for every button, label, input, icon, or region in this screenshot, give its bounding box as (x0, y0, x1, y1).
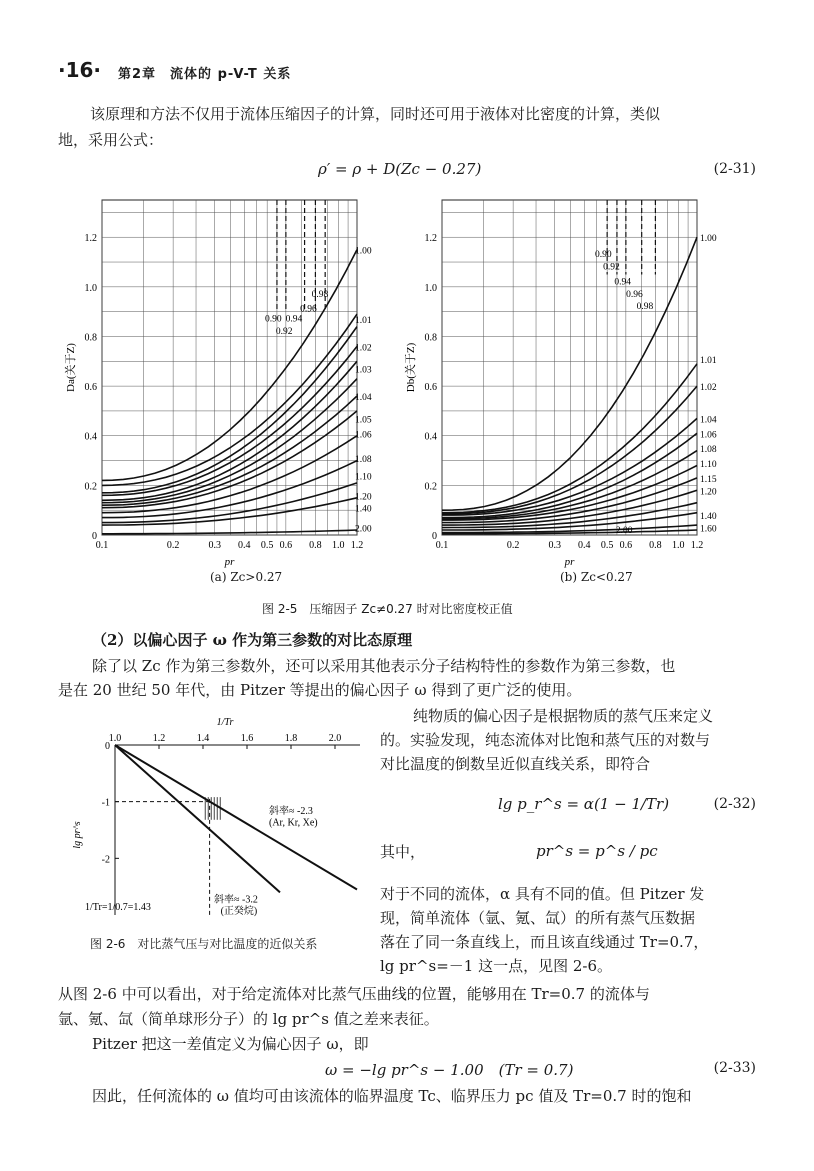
panel-a-curve-label: 2.00 (355, 524, 372, 535)
panel-b-y-tick: 0.8 (424, 332, 437, 344)
fig26-line1-sub: (Ar, Kr, Xe) (269, 817, 318, 829)
panel-b-curve-label: 1.00 (700, 234, 717, 245)
fig26-line1-label: 斜率≈ -2.3 (269, 806, 313, 818)
figure-2-5b-label: (b) Zc<0.27 (560, 570, 633, 584)
para1-line-2: 是在 20 世纪 50 年代，由 Pitzer 等提出的偏心因子 ω 得到了更广泛的使用。 (58, 681, 582, 699)
fig26-x-tick: 1.0 (108, 733, 122, 744)
para2-line-1: 从图 2-6 中可以看出，对于给定流体对比蒸气压曲线的位置，能够用在 Tr=0.7 的流体与 (58, 985, 650, 1003)
fig26-y-tick: -2 (101, 854, 110, 866)
para2-line-3: Pitzer 把这一差值定义为偏心因子 ω，即 (92, 1035, 369, 1053)
panel-a-curve-label: 1.02 (355, 343, 372, 354)
panel-a-curve-label: 0.92 (275, 327, 293, 337)
panel-b-curve-label: 2.00 (615, 526, 633, 536)
fig26-ylabel: lg pr^s (72, 821, 83, 849)
fig26-y-tick: -1 (101, 797, 110, 809)
panel-b-curve (442, 418, 697, 515)
panel-b-curve-label: 1.04 (700, 415, 717, 426)
panel-b-curve-label: 1.40 (700, 512, 717, 523)
equation-2-31: ρ′ = ρ + D(Zc − 0.27) (318, 160, 482, 178)
panel-b-y-tick: 0 (432, 531, 437, 542)
panel-a-curve-label: 1.20 (355, 492, 372, 503)
panel-b-y-tick: 1.0 (424, 282, 437, 294)
fig26-x-tick: 1.4 (196, 733, 210, 744)
figure-2-6-caption: 图 2-6 对比蒸气压与对比温度的近似关系 (90, 937, 318, 951)
panel-a-curve-label: 1.00 (355, 246, 372, 257)
equation-number-2-33: (2-33) (713, 1060, 756, 1076)
figure-2-6 (60, 705, 380, 935)
panel-b-curve (442, 237, 697, 510)
panel-a-y-tick: 1.2 (84, 233, 97, 245)
panel-b-curve-label: 0.92 (603, 262, 620, 273)
panel-a-curve (102, 327, 357, 493)
panel-a-x-tick: 0.8 (309, 540, 322, 551)
fig26-axis-label: 1/Tr (216, 717, 234, 728)
para3-line-1: 因此，任何流体的 ω 值均可由该流体的临界温度 Tc、临界压力 pc 值及 Tr=0.7 时的饱和 (92, 1087, 692, 1105)
fig26-line2-label: 斜率≈ -3.2 (214, 894, 258, 906)
panel-a-frame (102, 200, 357, 535)
page-number: ·16· (58, 58, 102, 82)
panel-b-y-tick: 0.4 (424, 431, 437, 443)
panel-a-curve-label: 1.04 (355, 393, 372, 404)
panel-b-curve-label: 1.60 (700, 524, 717, 535)
fig26-y-tick: 0 (105, 741, 110, 752)
right-line-1: 纯物质的偏心因子是根据物质的蒸气压来定义 (413, 707, 714, 725)
pr-definition: pr^s = p^s / pc (536, 842, 658, 860)
panel-b-curve-label: 1.20 (700, 487, 717, 498)
panel-a-y-tick: 1.0 (84, 282, 97, 294)
fig26-x-tick: 1.8 (284, 733, 298, 744)
para1-line-1: 除了以 Zc 作为第三参数外，还可以采用其他表示分子结构特性的参数作为第三参数，也 (92, 657, 676, 675)
fig26-x-tick: 2.0 (328, 733, 342, 744)
intro-line-2: 地，采用公式： (58, 131, 164, 149)
panel-a-x-tick: 0.3 (208, 540, 221, 551)
panel-b-curve-label: 0.94 (614, 277, 632, 288)
figure-2-5 (60, 188, 760, 588)
panel-a-curve-label: 1.03 (355, 365, 372, 376)
panel-b-x-tick: 1.2 (690, 540, 704, 551)
panel-a-curve (102, 530, 357, 534)
panel-a-y-tick: 0.6 (84, 382, 97, 394)
panel-b-curve-label: 1.10 (700, 460, 717, 471)
panel-a-x-tick: 0.2 (166, 540, 180, 551)
para2-line-2: 氩、氪、氙（简单球形分子）的 lg pr^s 值之差来表征。 (58, 1010, 439, 1028)
where-label: 其中， (380, 843, 426, 861)
chapter-title: 第2章 流体的 p-V-T 关系 (118, 67, 292, 82)
panel-b-curve-label: 1.15 (700, 474, 717, 485)
right-line-4: 对于不同的流体，α 具有不同的值。但 Pitzer 发 (380, 885, 705, 903)
panel-a-y-tick: 0.4 (84, 431, 97, 443)
panel-a-curve-label: 1.06 (355, 430, 372, 441)
panel-a-curve (102, 396, 357, 505)
panel-b-x-tick: 0.6 (619, 540, 633, 551)
panel-b-curve-label: 1.08 (700, 445, 717, 456)
fig26-line-decane (115, 745, 280, 892)
fig26-marker-label: 1/Tr=1/0.7=1.43 (85, 902, 151, 913)
panel-b-curve-label: 1.06 (700, 430, 717, 441)
equation-2-33: ω = −lg pr^s − 1.00 (Tr = 0.7) (325, 1061, 574, 1079)
panel-b-x-tick: 0.5 (600, 540, 614, 551)
right-line-2: 的。实验发现，纯态流体对比饱和蒸气压的对数与 (380, 731, 711, 749)
panel-a-curve-label: 0.96 (300, 304, 317, 315)
panel-a-x-tick: 0.4 (238, 540, 251, 551)
panel-a-curve-label: 0.94 (285, 314, 303, 325)
right-line-6: 落在了同一条直线上，而且该直线通过 Tr=0.7， (380, 933, 709, 951)
right-line-5: 现，简单流体（氩、氪、氙）的所有蒸气压数据 (380, 909, 696, 927)
fig26-x-tick: 1.6 (240, 733, 254, 744)
panel-a-ylabel: Da(关于Z) (65, 343, 77, 392)
panel-b-curve-label: 0.96 (626, 289, 643, 300)
panel-a-x-tick: 0.5 (260, 540, 274, 551)
section-heading-omega: （2）以偏心因子 ω 作为第三参数的对比态原理 (92, 631, 413, 649)
panel-a-curve-label: 1.08 (355, 455, 372, 466)
right-line-7: lg pr^s=－1 这一点，见图 2-6。 (380, 957, 613, 975)
panel-a-curve-label: 1.10 (355, 472, 372, 483)
panel-a-curve (102, 346, 357, 495)
panel-a-y-tick: 0.8 (84, 332, 97, 344)
figure-2-5b-chart (404, 200, 717, 568)
panel-b-curve-label: 1.02 (700, 383, 717, 394)
panel-a-curve-label: 0.98 (311, 289, 329, 300)
fig26-line2-sub: (正癸烷) (220, 905, 258, 917)
figure-2-5-caption: 图 2-5 压缩因子 Zc≠0.27 时对比密度校正值 (262, 602, 513, 616)
panel-a-curve-label: 1.01 (355, 316, 372, 327)
panel-b-curve (442, 433, 697, 517)
equation-number-2-32: (2-32) (713, 796, 756, 812)
equation-2-32: lg p_r^s = α(1 − 1/Tr) (498, 795, 670, 813)
panel-b-y-tick: 1.2 (424, 233, 437, 245)
panel-b-curve-label: 0.90 (594, 250, 612, 261)
equation-number-2-31: (2-31) (713, 161, 756, 177)
panel-b-x-tick: 0.8 (649, 540, 662, 551)
panel-a-y-tick: 0.2 (84, 481, 97, 493)
panel-a-x-tick: 0.1 (95, 540, 109, 551)
panel-b-x-tick: 0.2 (506, 540, 520, 551)
panel-a-curve-label: 1.40 (355, 504, 372, 515)
figure-2-5a-label: (a) Zc>0.27 (210, 570, 283, 584)
panel-b-ylabel: Db(关于Z) (405, 342, 417, 393)
panel-a-curve-label: 0.90 (265, 314, 282, 325)
figure-2-6-chart (72, 717, 360, 917)
intro-line-1: 该原理和方法不仅用于流体压缩因子的计算，同时还可用于液体对比密度的计算，类似 (90, 105, 661, 123)
right-line-3: 对比温度的倒数呈近似直线关系，即符合 (380, 755, 651, 773)
panel-a-x-tick: 1.2 (350, 540, 364, 551)
panel-b-curve-label: 1.01 (700, 355, 717, 366)
panel-a-xlabel: pr (224, 556, 235, 568)
panel-b-xlabel: pr (564, 556, 575, 568)
panel-b-y-tick: 0.2 (424, 481, 437, 493)
panel-a-x-tick: 0.6 (279, 540, 293, 551)
fig26-x-tick: 1.2 (152, 733, 166, 744)
panel-b-curve-label: 0.98 (636, 302, 654, 313)
fig26-line-simple (115, 745, 357, 890)
panel-b-x-tick: 0.4 (578, 540, 591, 551)
panel-b-x-tick: 0.1 (435, 540, 449, 551)
panel-a-x-tick: 1.0 (332, 540, 345, 551)
panel-a-curve-label: 1.05 (355, 415, 372, 426)
panel-b-x-tick: 1.0 (672, 540, 685, 551)
figure-2-5a-chart (64, 200, 372, 568)
panel-b-y-tick: 0.6 (424, 382, 437, 394)
panel-a-y-tick: 0 (92, 531, 97, 542)
panel-b-x-tick: 0.3 (548, 540, 561, 551)
